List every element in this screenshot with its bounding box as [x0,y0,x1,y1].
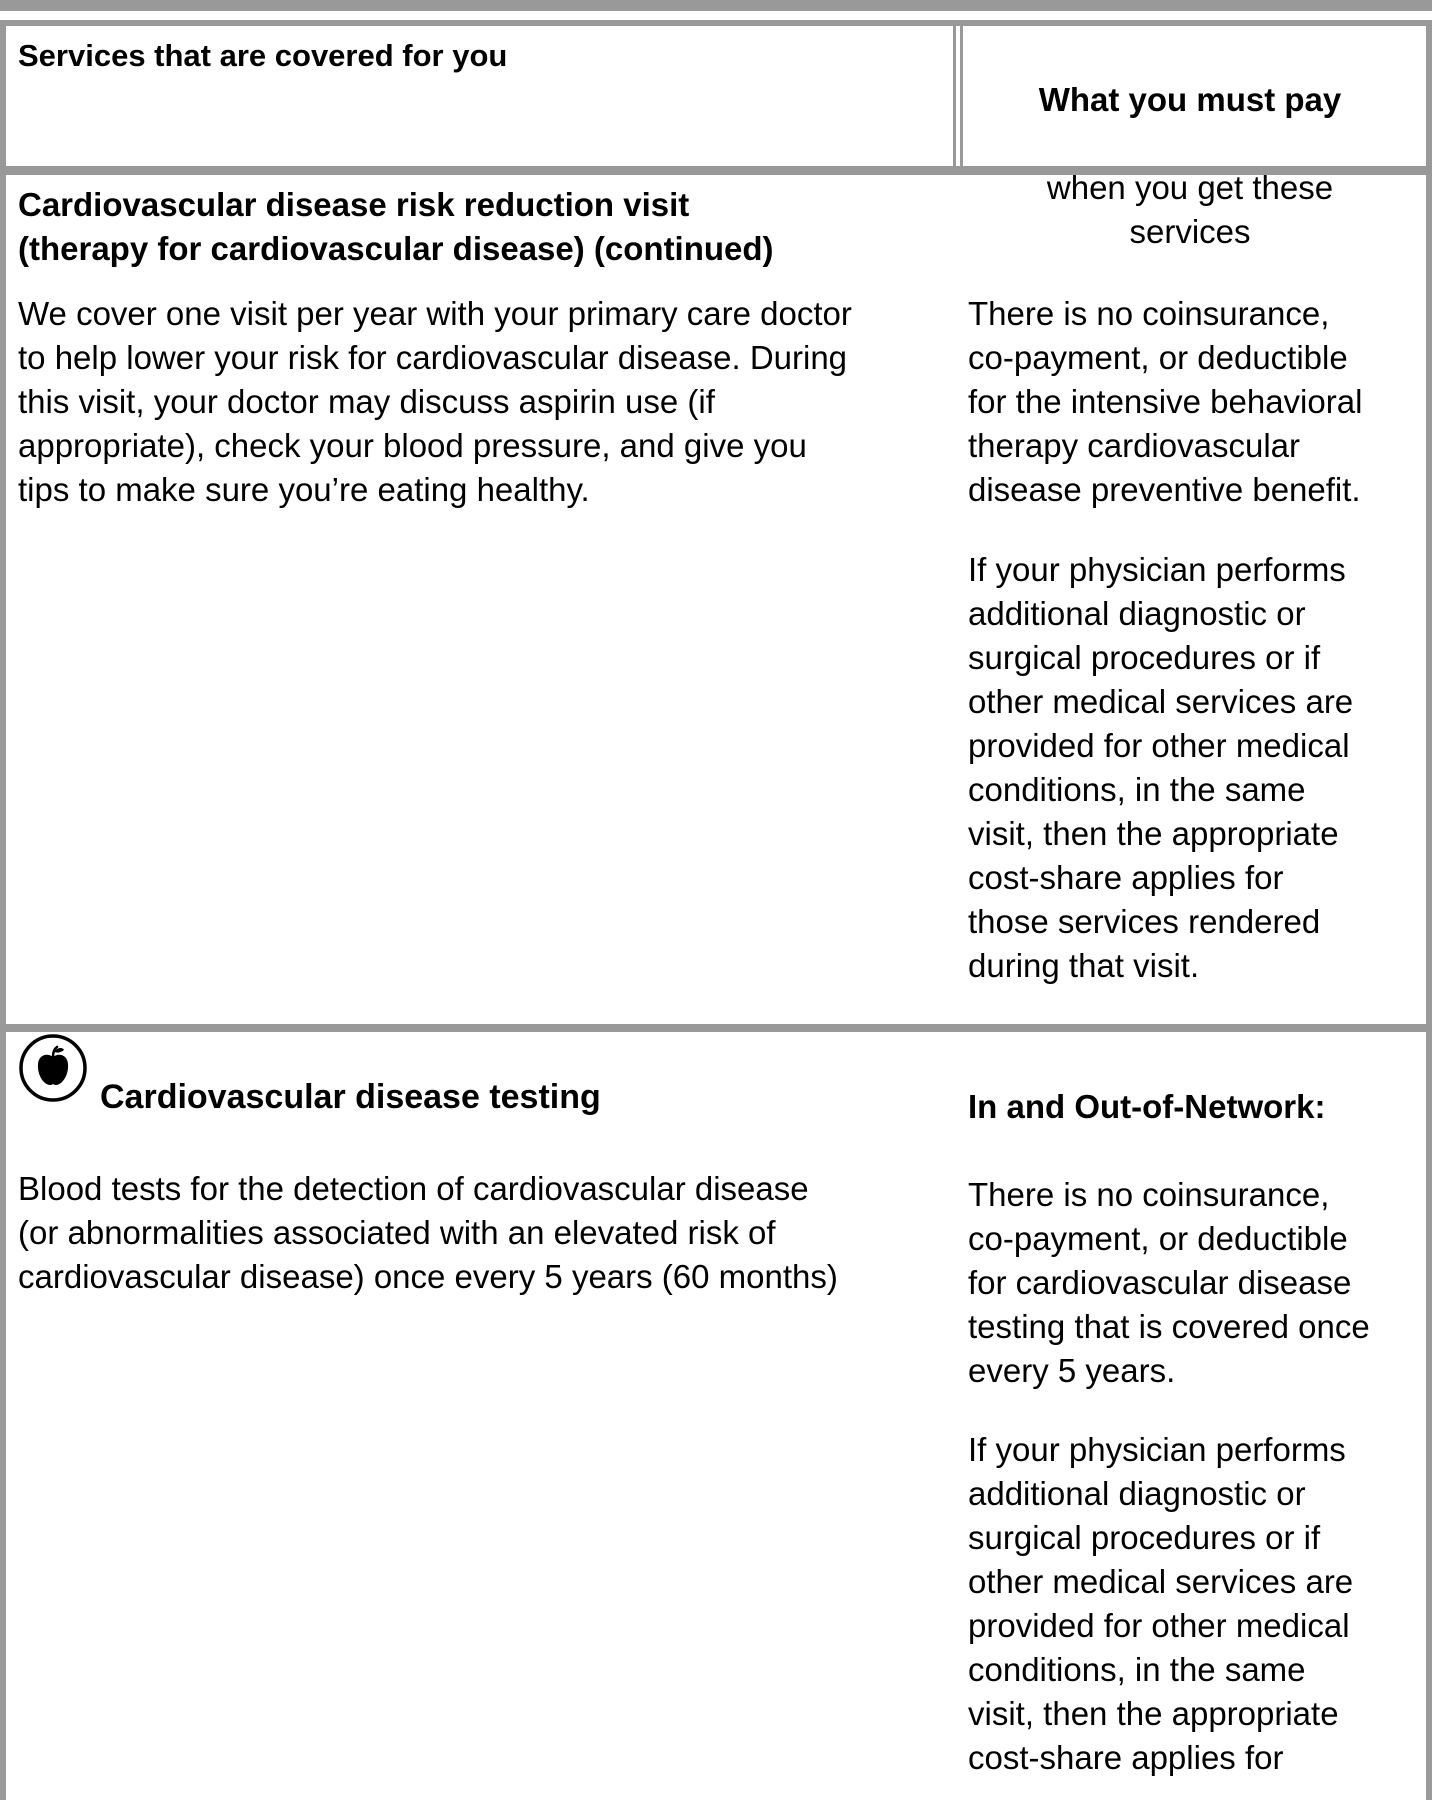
risk-reduction-payment-note: If your physician performs additional diagnostic or surgical procedures or if other medical services are provided for other medical conditions, in the same visit, then the appropriate cost-share applies for those services rendered during that visit. [968,551,1354,984]
preventive-apple-icon [18,1033,88,1103]
top-rule [0,0,1432,11]
risk-reduction-payment: There is no coinsurance, co-payment, or deductible for the intensive behavioral therapy cardiovascular disease preventive benefit. [968,295,1363,508]
cardio-testing-title: Cardiovascular disease testing [100,1078,601,1116]
cardio-testing-payment: There is no coinsurance, co-payment, or deductible for cardiovascular disease testing that is covered once every 5 years. [968,1176,1370,1389]
section-divider [0,1024,1432,1032]
payment-column-header [960,34,1420,298]
risk-reduction-title: Cardiovascular disease risk reduction visit (therapy for cardiovascular disease) (continued) [18,186,774,267]
network-label: In and Out-of-Network: [968,1088,1326,1125]
services-column-header: Services that are covered for you [18,38,508,73]
risk-reduction-description: We cover one visit per year with your primary care doctor to help lower your risk for cardiovascular disease. During this visit, your doctor may discuss aspirin use (if appropriate), check your blood pressure, and give you tips to make sure you’re eating healthy. [18,295,852,508]
cardio-testing-description: Blood tests for the detection of cardiovascular disease (or abnormalities associated with an elevated risk of cardiovascular disease) once every 5 years (60 months) [18,1170,838,1295]
payment-header-title: What you must pay [1038,81,1342,118]
payment-header-subtitle: when you get these services [1046,169,1334,250]
cardio-testing-payment-note: If your physician performs additional diagnostic or surgical procedures or if other medical services are provided for other medical conditions, in the same visit, then the appropriate cost-share applies for [968,1431,1354,1776]
